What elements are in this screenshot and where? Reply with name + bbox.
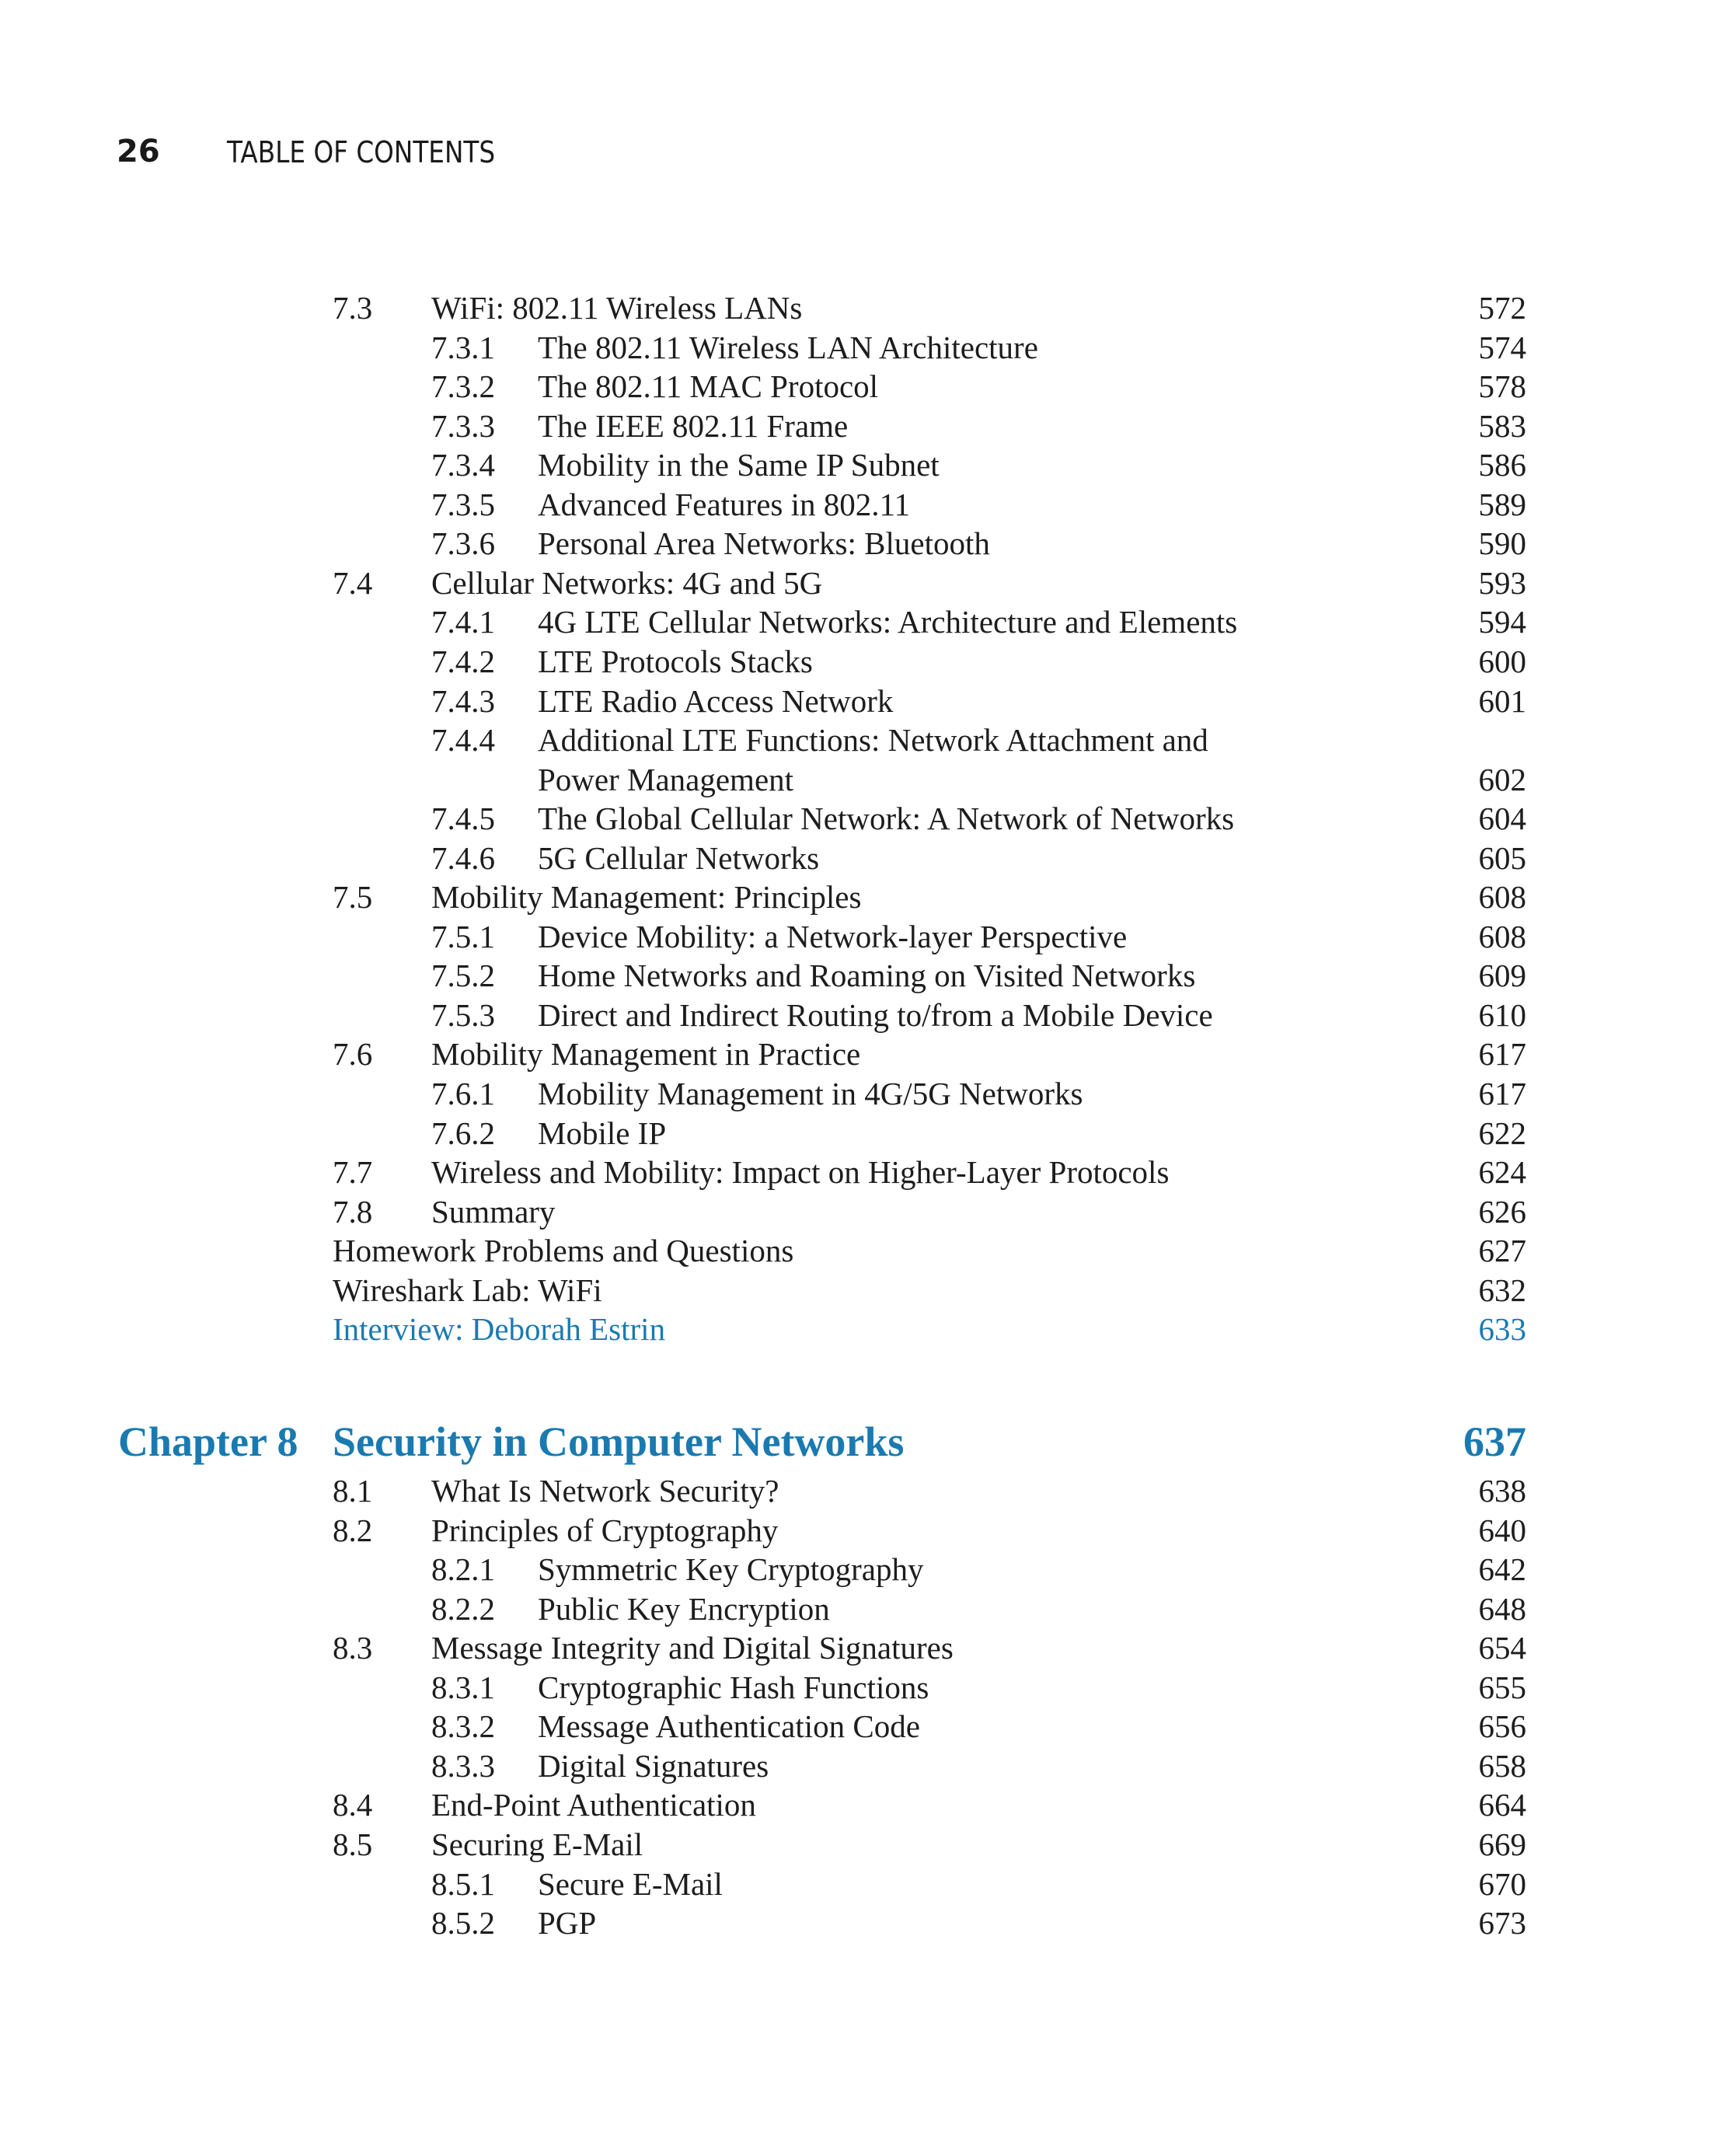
section-number: 8.2.1: [431, 1551, 495, 1588]
section-title: The 802.11 Wireless LAN Architecture: [538, 329, 1038, 365]
section-title: LTE Radio Access Network: [538, 682, 894, 719]
toc-entry[interactable]: [0, 720, 1719, 759]
page-ref: 594: [1478, 604, 1526, 640]
page-ref: 605: [1478, 839, 1526, 876]
page-ref: 601: [1478, 682, 1526, 719]
toc-entry[interactable]: [0, 1668, 1719, 1707]
page-ref: 654: [1478, 1630, 1526, 1666]
section-title: Additional LTE Functions: Network Attachment and: [538, 722, 1208, 759]
toc-entry[interactable]: [0, 642, 1719, 681]
section-title: Device Mobility: a Network-layer Perspective: [538, 918, 1128, 954]
toc-entry[interactable]: [0, 288, 1719, 327]
chapter-label: Chapter 8: [118, 1418, 298, 1465]
running-title: TABLE OF CONTENTS: [227, 135, 496, 169]
section-number: 8.3.2: [431, 1708, 495, 1745]
toc-entry[interactable]: [0, 1271, 1719, 1310]
section-title: Secure E-Mail: [538, 1865, 723, 1902]
toc-entry[interactable]: [0, 1903, 1719, 1942]
page-ref: 664: [1478, 1787, 1526, 1823]
section-number: 7.6.1: [431, 1076, 495, 1111]
section-number: 7.3: [333, 290, 373, 326]
section-number: 7.5.1: [431, 918, 495, 954]
page-ref: 648: [1478, 1590, 1526, 1627]
page-ref: 572: [1478, 290, 1526, 326]
page-ref: 617: [1478, 1076, 1526, 1111]
toc-entry[interactable]: [0, 996, 1719, 1034]
page-ref: 583: [1478, 407, 1526, 444]
section-number: 7.8: [333, 1193, 373, 1230]
section-title: Securing E-Mail: [431, 1826, 643, 1862]
section-number: 7.6: [333, 1036, 373, 1073]
section-title: Advanced Features in 802.11: [538, 486, 910, 522]
section-number: 8.4: [333, 1787, 373, 1823]
toc-entry[interactable]: [0, 1589, 1719, 1628]
section-title: 5G Cellular Networks: [538, 839, 820, 876]
section-number: 7.3.1: [431, 329, 495, 365]
section-number: 7.4.4: [431, 722, 495, 759]
page-ref: 669: [1478, 1826, 1526, 1862]
page-ref: 656: [1478, 1708, 1526, 1745]
page-ref: 624: [1478, 1154, 1526, 1191]
toc-entry[interactable]: [0, 524, 1719, 563]
page-ref: 574: [1478, 329, 1526, 365]
section-number: 7.4.1: [431, 604, 495, 640]
toc-entry[interactable]: [0, 1034, 1719, 1073]
toc-entry[interactable]: [0, 1192, 1719, 1231]
section-number: 7.4.3: [431, 682, 495, 719]
toc-entry[interactable]: [0, 1707, 1719, 1746]
section-number: 7.5: [333, 879, 373, 916]
page-ref: 622: [1478, 1115, 1526, 1151]
section-title: Wireshark Lab: WiFi: [333, 1272, 602, 1308]
toc-entry[interactable]: [0, 839, 1719, 877]
section-number: 8.1: [333, 1473, 373, 1509]
section-title: Mobility in the Same IP Subnet: [538, 447, 940, 483]
page-ref: 670: [1478, 1865, 1526, 1902]
page-ref: 642: [1478, 1551, 1526, 1588]
section-title: Power Management: [538, 761, 794, 797]
section-number: 8.3.1: [431, 1669, 495, 1705]
section-title: Interview: Deborah Estrin: [333, 1311, 666, 1348]
section-title: Symmetric Key Cryptography: [538, 1551, 924, 1588]
chapter-page: 637: [1463, 1418, 1526, 1465]
section-number: 7.4.6: [431, 839, 495, 876]
section-number: 7.3.2: [431, 368, 495, 405]
toc-entry[interactable]: [0, 760, 1719, 799]
section-number: 7.5.3: [431, 996, 495, 1033]
toc-entry[interactable]: [0, 1231, 1719, 1270]
toc-entry[interactable]: [0, 682, 1719, 720]
page-ref: 640: [1478, 1512, 1526, 1548]
page-ref: 589: [1478, 486, 1526, 522]
section-title: Mobile IP: [538, 1115, 667, 1151]
page-ref: 673: [1478, 1905, 1526, 1941]
toc-entry[interactable]: [0, 1785, 1719, 1824]
page-ref: 655: [1478, 1669, 1526, 1705]
section-number: 7.4: [333, 564, 373, 601]
section-title: Public Key Encryption: [538, 1590, 830, 1627]
toc-entry[interactable]: [0, 367, 1719, 406]
section-title: What Is Network Security?: [431, 1473, 779, 1509]
section-title: Message Authentication Code: [538, 1708, 920, 1745]
toc-entry[interactable]: [0, 1865, 1719, 1903]
page-ref: 578: [1478, 368, 1526, 405]
section-number: 8.3: [333, 1630, 373, 1666]
toc-entry[interactable]: [0, 1746, 1719, 1785]
page-ref: 608: [1478, 918, 1526, 954]
section-title: Mobility Management: Principles: [431, 879, 862, 916]
section-number: 8.2: [333, 1512, 373, 1548]
toc-entry[interactable]: [0, 1511, 1719, 1550]
section-title: Digital Signatures: [538, 1747, 769, 1784]
toc-entry[interactable]: [0, 956, 1719, 995]
section-title: The 802.11 MAC Protocol: [538, 368, 879, 405]
section-title: 4G LTE Cellular Networks: Architecture and Elements: [538, 604, 1238, 640]
section-title: End-Point Authentication: [431, 1787, 756, 1823]
section-title: Cryptographic Hash Functions: [538, 1669, 929, 1705]
page-ref: 590: [1478, 525, 1526, 562]
toc-entry[interactable]: [0, 1153, 1719, 1191]
section-number: 7.4.2: [431, 643, 495, 679]
page-ref: 608: [1478, 879, 1526, 916]
page-ref: 638: [1478, 1473, 1526, 1509]
toc-entry[interactable]: [0, 1550, 1719, 1589]
section-title: Message Integrity and Digital Signatures: [431, 1630, 954, 1666]
page-ref: 586: [1478, 447, 1526, 483]
section-title: PGP: [538, 1905, 597, 1941]
page-ref: 658: [1478, 1747, 1526, 1784]
section-title: LTE Protocols Stacks: [538, 643, 813, 679]
section-title: WiFi: 802.11 Wireless LANs: [431, 290, 803, 326]
section-number: 7.3.6: [431, 525, 495, 562]
toc-entry[interactable]: [0, 1310, 1719, 1348]
toc-entry[interactable]: [0, 917, 1719, 956]
page-ref: 626: [1478, 1193, 1526, 1230]
page-ref: 632: [1478, 1272, 1526, 1308]
section-title: Homework Problems and Questions: [333, 1233, 794, 1269]
page-ref: 617: [1478, 1036, 1526, 1073]
toc-entry[interactable]: [0, 445, 1719, 484]
section-number: 7.5.2: [431, 958, 495, 994]
section-title: Cellular Networks: 4G and 5G: [431, 564, 823, 601]
page-ref: 609: [1478, 958, 1526, 994]
toc-entry[interactable]: [0, 328, 1719, 367]
page-ref: 610: [1478, 996, 1526, 1033]
section-title: Summary: [431, 1193, 556, 1230]
section-title: Personal Area Networks: Bluetooth: [538, 525, 990, 562]
section-title: The IEEE 802.11 Frame: [538, 407, 849, 444]
toc-entry[interactable]: [0, 1628, 1719, 1667]
section-number: 7.3.5: [431, 486, 495, 522]
section-number: 8.5.1: [431, 1865, 495, 1902]
toc-entry[interactable]: [0, 1471, 1719, 1510]
toc-entry[interactable]: [0, 1114, 1719, 1153]
page-ref: 633: [1478, 1311, 1526, 1348]
section-number: 8.3.3: [431, 1747, 495, 1784]
page-ref: 602: [1478, 761, 1526, 797]
page-number: 26: [117, 134, 160, 169]
toc-entry[interactable]: [0, 602, 1719, 641]
section-number: 8.2.2: [431, 1590, 495, 1627]
section-title: Wireless and Mobility: Impact on Higher-Layer Protocols: [431, 1154, 1170, 1191]
toc-entry[interactable]: [0, 1074, 1719, 1113]
section-number: 7.3.3: [431, 407, 495, 444]
section-number: 7.7: [333, 1154, 373, 1191]
page-ref: 600: [1478, 643, 1526, 679]
toc-entry[interactable]: [0, 1825, 1719, 1864]
section-title: Direct and Indirect Routing to/from a Mobile Device: [538, 996, 1213, 1033]
section-title: Home Networks and Roaming on Visited Networks: [538, 958, 1196, 994]
toc-entry[interactable]: [0, 563, 1719, 602]
page-ref: 627: [1478, 1233, 1526, 1269]
section-number: 7.4.5: [431, 801, 495, 837]
section-title: Mobility Management in Practice: [431, 1036, 861, 1073]
toc-entry[interactable]: [0, 485, 1719, 524]
section-title: Mobility Management in 4G/5G Networks: [538, 1076, 1083, 1111]
page-ref: 593: [1478, 564, 1526, 601]
chapter-title: Security in Computer Networks: [333, 1418, 905, 1465]
page-ref: 604: [1478, 801, 1526, 837]
section-number: 8.5.2: [431, 1905, 495, 1941]
toc-entry[interactable]: [0, 877, 1719, 916]
toc-entry[interactable]: [0, 799, 1719, 838]
section-number: 7.6.2: [431, 1115, 495, 1151]
section-number: 7.3.4: [431, 447, 495, 483]
section-title: The Global Cellular Network: A Network of Networks: [538, 801, 1235, 837]
section-number: 8.5: [333, 1826, 373, 1862]
toc-entry[interactable]: [0, 406, 1719, 445]
section-title: Principles of Cryptography: [431, 1512, 779, 1548]
